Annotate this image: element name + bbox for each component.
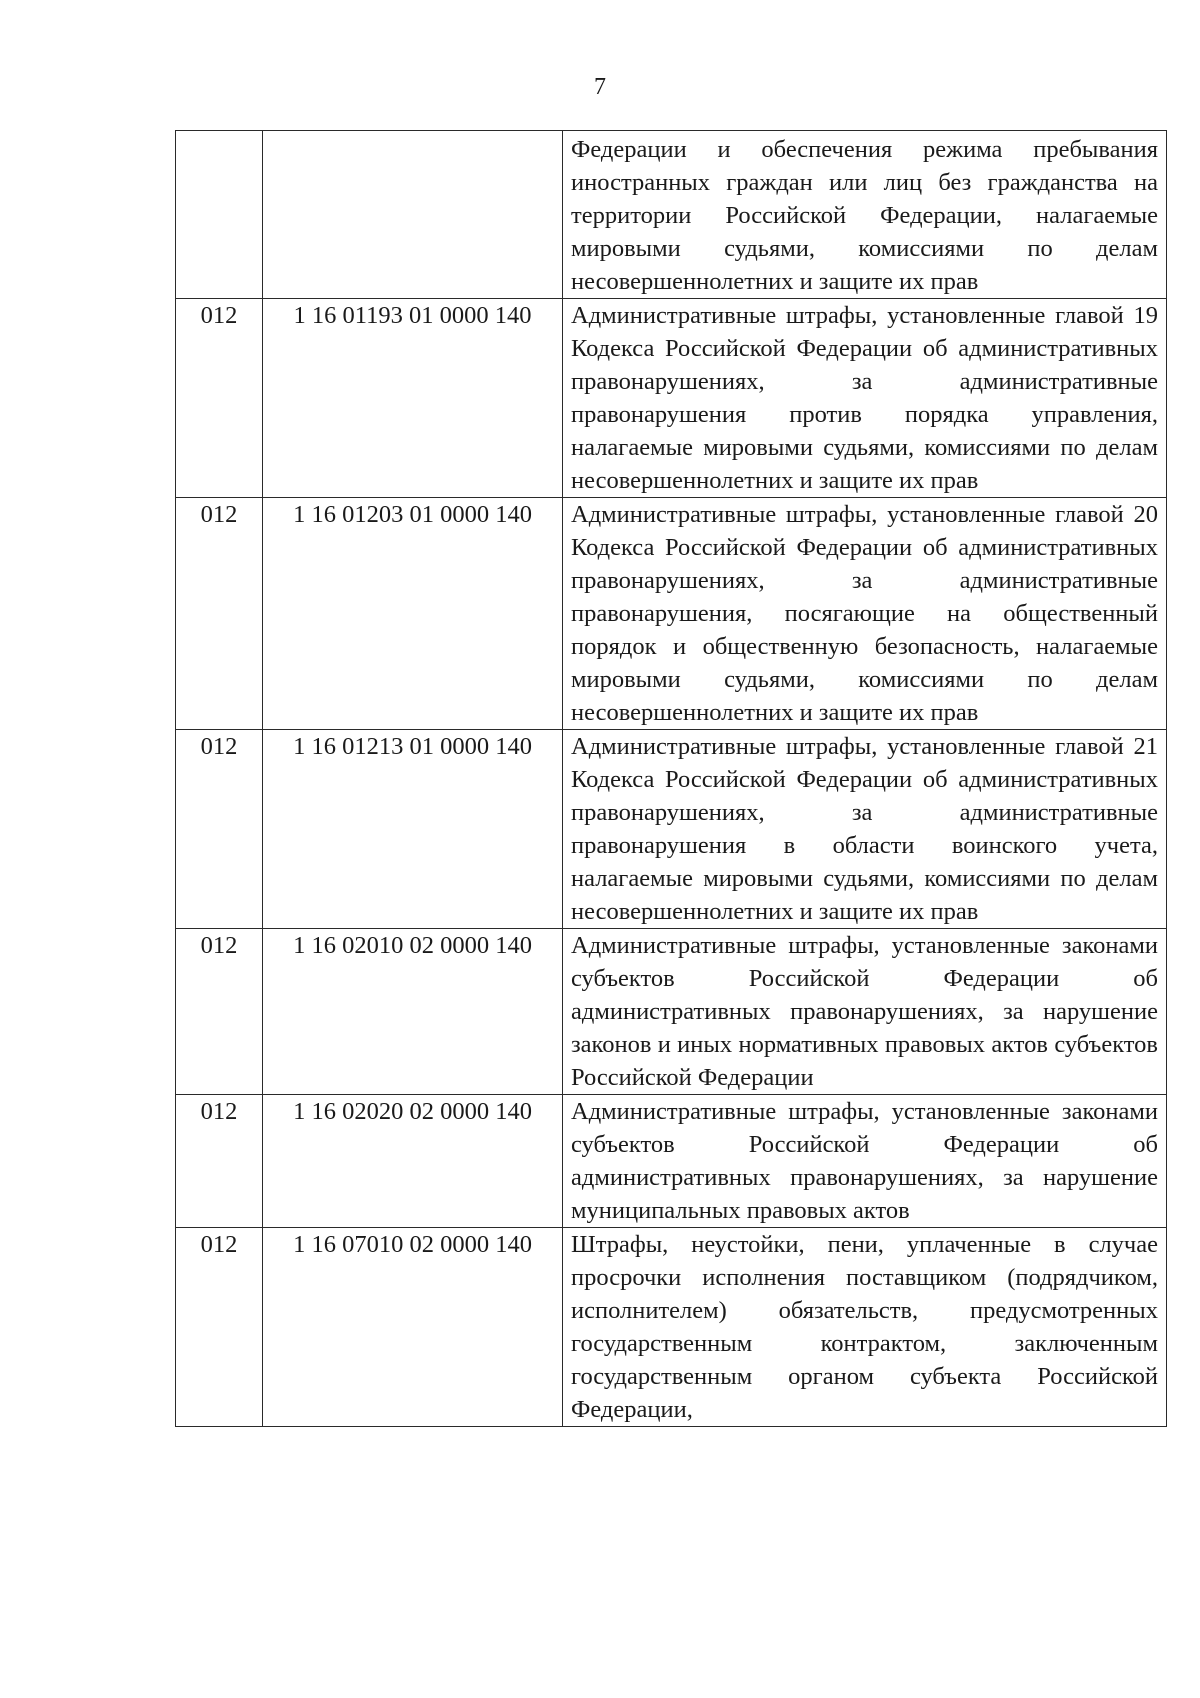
budget-code-cell: 1 16 02010 02 0000 140 (263, 929, 563, 1095)
admin-code-cell: 012 (176, 730, 263, 929)
budget-code-cell: 1 16 01213 01 0000 140 (263, 730, 563, 929)
admin-code-cell: 012 (176, 1095, 263, 1228)
table-row (176, 929, 1167, 1095)
table-row (176, 1095, 1167, 1228)
description-cell: Административные штрафы, установленные главой 19 Кодекса Российской Федерации об административных правонарушениях, за административные правонарушения против порядка управления, налагаемые мировыми судьями, комиссиями по делам несовершеннолетних и защите их прав (563, 299, 1167, 498)
admin-code-cell: 012 (176, 1228, 263, 1427)
description-cell: Административные штрафы, установленные законами субъектов Российской Федерации об административных правонарушениях, за нарушение муниципальных правовых актов (563, 1095, 1167, 1228)
admin-code-cell: 012 (176, 929, 263, 1095)
table-row (176, 498, 1167, 730)
admin-code-cell: 012 (176, 498, 263, 730)
description-cell: Административные штрафы, установленные главой 20 Кодекса Российской Федерации об административных правонарушениях, за административные правонарушения, посягающие на общественный порядок и общественную безопасность, налагаемые мировыми судьями, комиссиями по делам несовершеннолетних и защите их прав (563, 498, 1167, 730)
budget-code-cell: 1 16 01193 01 0000 140 (263, 299, 563, 498)
admin-code-cell: 012 (176, 299, 263, 498)
table-row (176, 730, 1167, 929)
budget-code-cell: 1 16 02020 02 0000 140 (263, 1095, 563, 1228)
description-cell: Административные штрафы, установленные законами субъектов Российской Федерации об административных правонарушениях, за нарушение законов и иных нормативных правовых актов субъектов Российской Федерации (563, 929, 1167, 1095)
table-row (176, 299, 1167, 498)
table-row (176, 131, 1167, 299)
budget-code-cell: 1 16 01203 01 0000 140 (263, 498, 563, 730)
description-cell: Штрафы, неустойки, пени, уплаченные в случае просрочки исполнения поставщиком (подрядчиком, исполнителем) обязательств, предусмотренных государственным контрактом, заключенным государственным органом субъекта Российской Федерации, (563, 1228, 1167, 1427)
admin-code-cell (176, 131, 263, 299)
description-cell: Административные штрафы, установленные главой 21 Кодекса Российской Федерации об административных правонарушениях, за административные правонарушения в области воинского учета, налагаемые мировыми судьями, комиссиями по делам несовершеннолетних и защите их прав (563, 730, 1167, 929)
table-row (176, 1228, 1167, 1427)
budget-code-cell: 1 16 07010 02 0000 140 (263, 1228, 563, 1427)
budget-code-cell (263, 131, 563, 299)
page-number: 7 (594, 74, 606, 100)
revenue-codes-table (175, 130, 1167, 1427)
description-cell: Федерации и обеспечения режима пребывания иностранных граждан или лиц без гражданства на территории Российской Федерации, налагаемые мировыми судьями, комиссиями по делам несовершеннолетних и защите их прав (563, 131, 1167, 299)
